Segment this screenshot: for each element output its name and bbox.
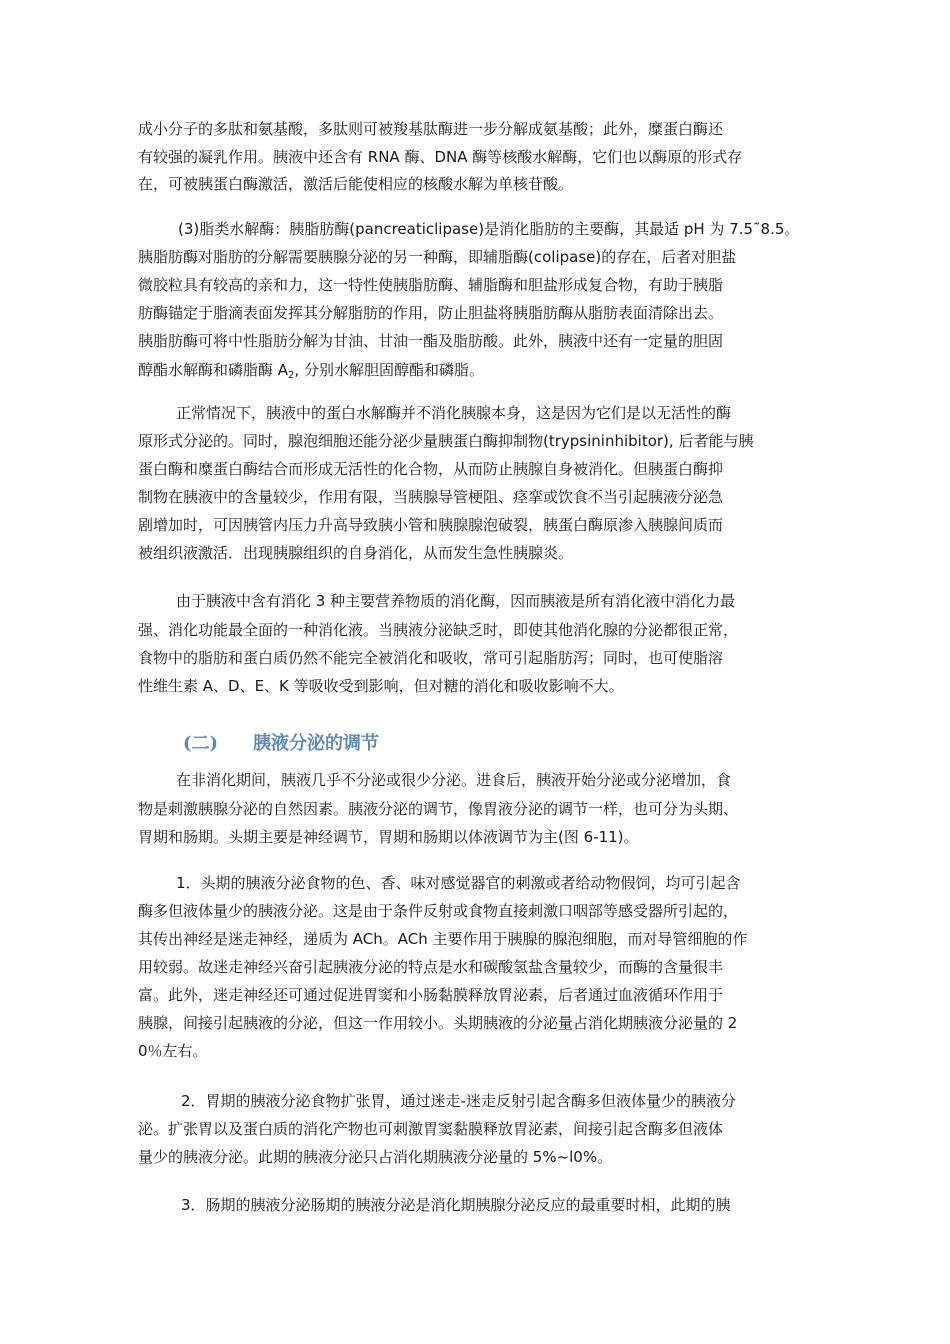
text-line: 1．头期的胰液分泌食物的色、香、味对感觉器官的刺激或者给动物假饲，均可引起含	[176, 874, 741, 892]
text-line: 有较强的凝乳作用。胰液中还含有 RNA 酶、DNA 酶等核酸水解酶，它们也以酶原的形式存	[138, 148, 743, 166]
text-line: (3)脂类水解酶：胰脂肪酶(pancreaticlipase)是消化脂肪的主要酶，其最适 pH 为 7.5˜8.5。	[178, 220, 800, 238]
subscript: 2	[288, 370, 295, 381]
text-line: 在，可被胰蛋白酶激活，激活后能使相应的核酸水解为单核苷酸。	[138, 175, 574, 193]
text-line: 3．肠期的胰液分泌肠期的胰液分泌是消化期胰腺分泌反应的最重要时相，此期的胰	[181, 1196, 731, 1214]
heading-number: (二)	[183, 733, 219, 754]
text-line: 由于胰液中含有消化 3 种主要营养物质的消化酶，因而胰液是所有消化液中消化力最	[176, 592, 736, 610]
text-line: 强、消化功能最全面的一种消化液。当胰液分泌缺乏时，即使其他消化腺的分泌都很正常，	[138, 621, 739, 639]
text-line: 胃期和肠期。头期主要是神经调节，胃期和肠期以体液调节为主(图 6-11)。	[138, 828, 639, 846]
text-segment: 醇酯水解酶和磷脂酶 A	[138, 361, 289, 379]
text-line: 被组织液激活．出现胰腺组织的自身消化，从而发生急性胰腺炎。	[138, 544, 574, 562]
text-line: 成小分子的多肽和氨基酸，多肽则可被羧基肽酶进一步分解成氨基酸；此外，糜蛋白酶还	[138, 120, 724, 138]
section-heading	[183, 732, 379, 756]
text-line: 用较弱。故迷走神经兴奋引起胰液分泌的特点是水和碳酸氢盐含量较少，而酶的含量很丰	[138, 958, 724, 976]
heading-title: 胰液分泌的调节	[253, 733, 379, 754]
text-line: 物是刺激胰腺分泌的自然因素。胰液分泌的调节，像胃液分泌的调节一样，也可分为头期、	[138, 800, 739, 818]
text-line: 制物在胰液中的含量较少，作用有限，当胰腺导管梗阻、痉挛或饮食不当引起胰液分泌急	[138, 488, 724, 506]
text-line: 量少的胰液分泌。此期的胰液分泌只占消化期胰液分泌量的 5%~l0%。	[138, 1148, 613, 1166]
text-line: 0％左右。	[138, 1042, 208, 1060]
text-line: 性维生素 A、D、E、K 等吸收受到影响，但对糖的消化和吸收影响不大。	[138, 677, 624, 695]
text-line: 胰脂肪酶对脂肪的分解需要胰腺分泌的另一种酶，即辅脂酶(colipase)的存在，后者对胆盐	[138, 248, 737, 266]
text-line: 微胶粒具有较高的亲和力，这一特性使胰脂肪酶、辅脂酶和胆盐形成复合物，有助于胰脂	[138, 276, 724, 294]
text-line: 食物中的脂肪和蛋白质仍然不能完全被消化和吸收，常可引起脂肪泻；同时，也可使脂溶	[138, 649, 724, 667]
text-segment: , 分别水解胆固醇酯和磷脂。	[294, 361, 484, 379]
text-line: 正常情况下，胰液中的蛋白水解酶并不消化胰腺本身，这是因为它们是以无活性的酶	[176, 404, 732, 422]
text-line: 在非消化期间，胰液几乎不分泌或很少分泌。进食后，胰液开始分泌或分泌增加，食	[176, 771, 732, 789]
text-line: 剧增加时，可因胰管内压力升高导致胰小管和胰腺腺泡破裂，胰蛋白酶原渗入胰腺间质而	[138, 516, 724, 534]
text-line: 酶多但液体量少的胰液分泌。这是由于条件反射或食物直接刺激口咽部等感受器所引起的，	[138, 902, 739, 920]
text-line: 富。此外，迷走神经还可通过促进胃窦和小肠黏膜释放胃泌素，后者通过血液循环作用于	[138, 986, 724, 1004]
text-line: 蛋白酶和糜蛋白酶结合而形成无活性的化合物，从而防止胰腺自身被消化。但胰蛋白酶抑	[138, 460, 724, 478]
text-line	[138, 360, 484, 380]
text-line: 肪酶锚定于脂滴表面发挥其分解脂肪的作用，防止胆盐将胰脂肪酶从脂肪表面清除出去。	[138, 304, 724, 322]
text-line: 其传出神经是迷走神经，递质为 ACh。ACh 主要作用于胰腺的腺泡细胞，而对导管细胞的作	[138, 930, 748, 948]
text-line: 泌。扩张胃以及蛋白质的消化产物也可刺激胃窦黏膜释放胃泌素，间接引起含酶多但液体	[138, 1120, 724, 1138]
text-line: 胰脂肪酶可将中性脂肪分解为甘油、甘油一酯及脂肪酸。此外，胰液中还有一定量的胆固	[138, 332, 724, 350]
text-line: 2．胃期的胰液分泌食物扩张胃，通过迷走-迷走反射引起含酶多但液体量少的胰液分	[181, 1092, 736, 1110]
text-line: 原形式分泌的。同时，腺泡细胞还能分泌少量胰蛋白酶抑制物(trypsininhibitor), 后者能与胰	[138, 432, 754, 450]
text-line: 胰腺，间接引起胰液的分泌，但这一作用较小。头期胰液的分泌量占消化期胰液分泌量的 2	[138, 1014, 738, 1032]
